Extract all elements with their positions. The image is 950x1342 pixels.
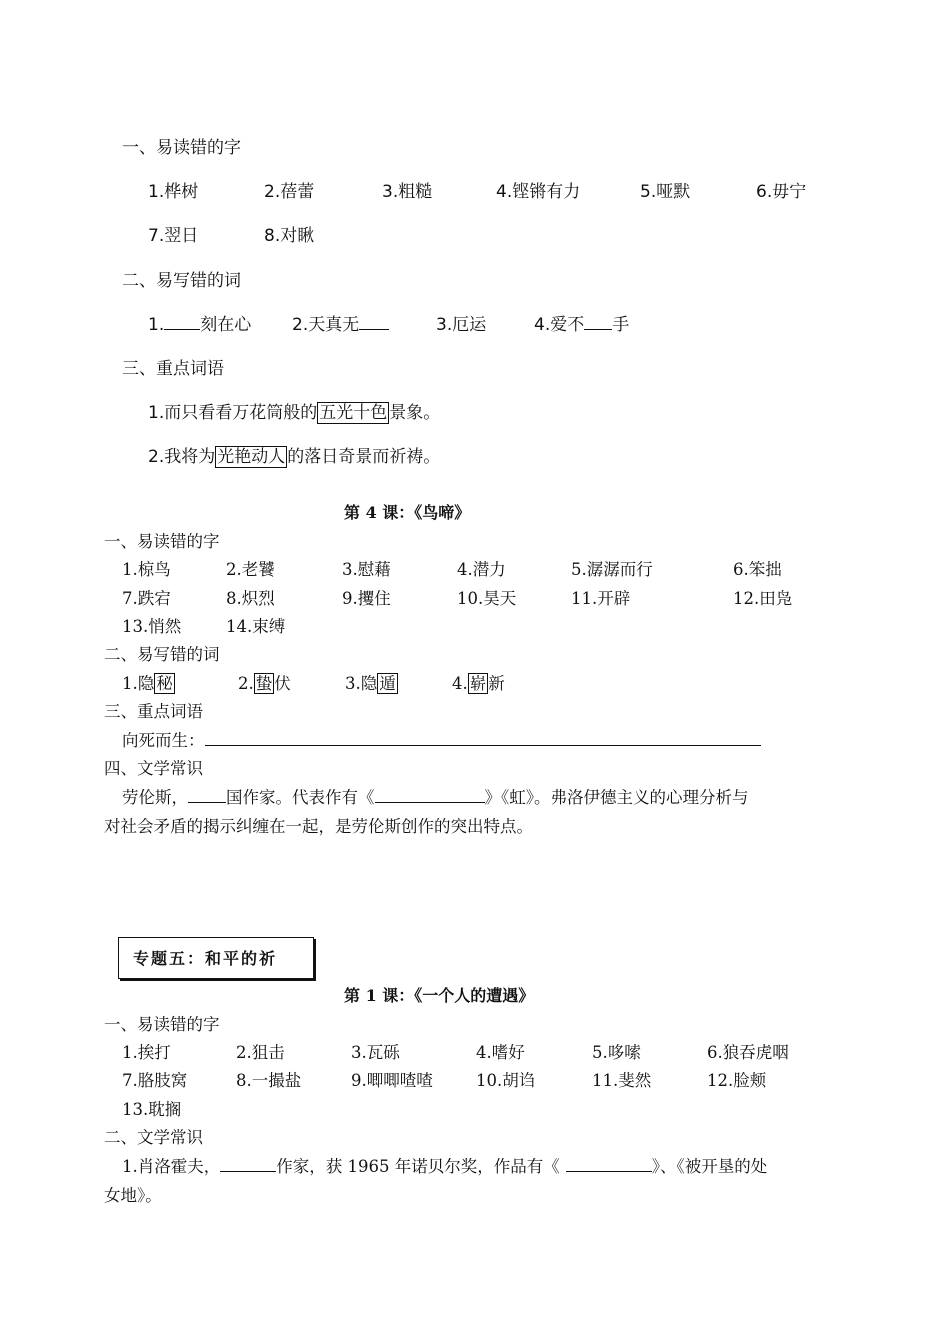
section-heading: 一、易读错的字 (104, 532, 220, 551)
fill-blank[interactable] (566, 1156, 652, 1172)
word-item: 6.笨拙 (733, 560, 782, 579)
key-sentence-1: 1.而只看看万花筒般的 五光十色 景象。 (148, 403, 441, 423)
topic-title-box: 专题五：和平的祈 (118, 937, 314, 979)
word-item: 1.挨打 (122, 1043, 171, 1062)
section-heading-write: 二、易写错的词 (122, 271, 241, 291)
key-sentence-2: 2.我将为 光艳动人 的落日奇景而祈祷。 (148, 447, 441, 467)
fill-blank[interactable] (375, 787, 485, 803)
word-item: 4.嗜好 (476, 1043, 525, 1062)
word-item: 6.毋宁 (756, 182, 807, 202)
word-item: 8.对瞅 (264, 226, 315, 246)
word-item: 11.开辟 (571, 589, 631, 608)
section-heading-key: 三、重点词语 (122, 359, 224, 379)
write-item-3: 3.隐 遁 (345, 674, 396, 693)
section-heading: 三、重点词语 (104, 702, 203, 721)
boxed-char: 遁 (379, 674, 396, 693)
word-item: 12.脸颊 (707, 1071, 767, 1090)
boxed-term: 光艳动人 (217, 447, 286, 467)
fill-blank[interactable] (220, 1156, 276, 1172)
word-item: 9.攫住 (342, 589, 391, 608)
write-item-2: 2. 蛰 伏 (238, 674, 291, 693)
fill-blank[interactable] (164, 313, 200, 330)
word-item: 9.唧唧喳喳 (351, 1071, 433, 1090)
lesson-title: 第 4 课：《鸟啼》 (344, 503, 471, 522)
word-item: 7.翌日 (148, 226, 199, 246)
word-item: 8.一撮盐 (236, 1071, 302, 1090)
word-item: 2.老饕 (226, 560, 275, 579)
write-item-4: 4.爱不 手 (534, 315, 630, 335)
paragraph-line: 女地》。 (104, 1186, 162, 1205)
boxed-term: 五光十色 (319, 403, 388, 423)
write-item-4: 4. 崭 新 (452, 674, 505, 693)
section-heading: 二、易写错的词 (104, 645, 220, 664)
word-item: 5.潺潺而行 (571, 560, 653, 579)
section-heading: 四、文学常识 (104, 759, 203, 778)
answer-line[interactable] (205, 729, 761, 746)
boxed-char: 蛰 (255, 674, 273, 693)
word-item: 1.桦树 (148, 182, 199, 202)
word-item: 12.田凫 (733, 589, 793, 608)
word-item: 13.悄然 (122, 617, 182, 636)
paragraph-line: 1.肖洛霍夫， 作家，获 1965 年诺贝尔奖，作品有《 》、《被开垦的处 (122, 1157, 768, 1176)
word-item: 2.狙击 (236, 1043, 285, 1062)
write-item-3: 3.厄运 (436, 315, 487, 335)
section-heading: 一、易读错的字 (104, 1015, 220, 1034)
boxed-char: 崭 (469, 674, 487, 693)
word-item: 3.慰藉 (342, 560, 391, 579)
section-heading-read: 一、易读错的字 (122, 138, 241, 158)
word-item: 6.狼吞虎咽 (707, 1043, 789, 1062)
word-item: 14.束缚 (226, 617, 286, 636)
fill-blank[interactable] (359, 313, 389, 330)
write-item-1: 1.隐 秘 (122, 674, 173, 693)
fill-blank[interactable] (584, 313, 612, 330)
word-item: 10.昊天 (457, 589, 517, 608)
term-definition: 向死而生： (122, 727, 761, 751)
word-item: 5.哑默 (640, 182, 691, 202)
paragraph-line: 对社会矛盾的揭示纠缠在一起，是劳伦斯创作的突出特点。 (104, 817, 533, 836)
word-item: 5.哆嗦 (592, 1043, 641, 1062)
word-item: 11.斐然 (592, 1071, 652, 1090)
boxed-char: 秘 (156, 674, 173, 693)
word-item: 4.铿锵有力 (496, 182, 581, 202)
word-item: 4.潜力 (457, 560, 506, 579)
fill-blank[interactable] (188, 787, 226, 803)
word-item: 3.瓦砾 (351, 1043, 400, 1062)
section-heading: 二、文学常识 (104, 1128, 203, 1147)
word-item: 1.椋鸟 (122, 560, 171, 579)
lesson-title: 第 1 课：《一个人的遭遇》 (344, 986, 535, 1005)
word-item: 3.粗糙 (382, 182, 433, 202)
word-item: 13.耽搁 (122, 1100, 182, 1119)
word-item: 7.跌宕 (122, 589, 171, 608)
word-item: 2.蓓蕾 (264, 182, 315, 202)
word-item: 8.炽烈 (226, 589, 275, 608)
write-item-2: 2.天真无 (292, 310, 389, 335)
write-item-1: 1. 刻在心 (148, 315, 252, 335)
paragraph-line: 劳伦斯， 国作家。代表作有《 》《虹》。弗洛伊德主义的心理分析与 (122, 788, 749, 807)
word-item: 10.胡诌 (476, 1071, 536, 1090)
word-item: 7.胳肢窝 (122, 1071, 188, 1090)
